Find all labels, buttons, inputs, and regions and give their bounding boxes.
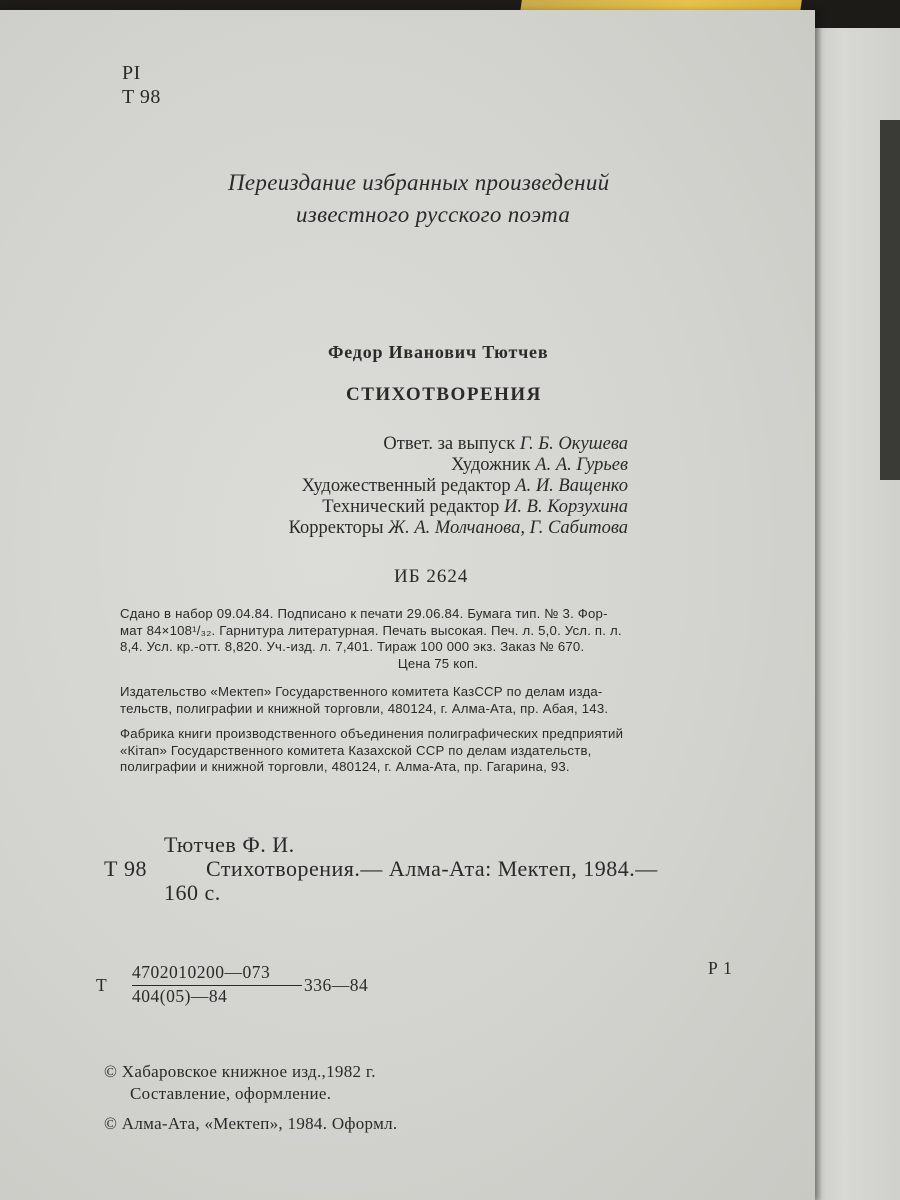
- credit-role: Корректоры: [288, 518, 384, 538]
- credits-block: [0, 434, 628, 539]
- copyright-line-2: Составление, оформление.: [130, 1084, 332, 1103]
- publisher-line: тельств, полиграфии и книжной торговли, 480124, г. Алма-Ата, пр. Абая, 143.: [120, 700, 609, 716]
- credit-person: И. В. Корзухина: [504, 497, 628, 517]
- publisher-block: [120, 684, 756, 717]
- bbk-code: PI: [122, 62, 141, 84]
- credit-line: [0, 497, 628, 518]
- printer-line: Фабрика книги производственного объединения полиграфических предприятий: [120, 726, 624, 741]
- facing-page-dark-strip: [880, 120, 900, 480]
- imprint-page: [0, 10, 815, 1200]
- copyright-line-1: © Хабаровское книжное изд.,1982 г.: [104, 1062, 376, 1081]
- print-details-block: [120, 606, 756, 672]
- print-details-line: 8,4. Усл. кр.-отт. 8,820. Уч.-изд. л. 7,401. Тираж 100 000 экз. Заказ № 670.: [120, 639, 585, 654]
- bibliographic-author: Тютчев Ф. И.: [164, 832, 295, 857]
- author-name: Федор Иванович Тютчев: [328, 342, 549, 362]
- book-title: СТИХОТВОРЕНИЯ: [346, 384, 542, 405]
- author-mark-code: T 98: [122, 86, 161, 108]
- credit-role: Художественный редактор: [301, 476, 511, 496]
- credit-role: Технический редактор: [322, 497, 500, 517]
- bibliographic-title: Стихотворения.— Алма-Ата: Мектеп, 1984.—: [206, 856, 658, 881]
- print-details-line: Сдано в набор 09.04.84. Подписано к печати 29.06.84. Бумага тип. № 3. Фор-: [120, 606, 608, 621]
- credit-line: [0, 434, 628, 455]
- classification-letter: Т: [96, 975, 108, 995]
- credit-person: А. А. Гурьев: [535, 455, 628, 475]
- printer-line: полиграфии и книжной торговли, 480124, г. Алма-Ата, пр. Гагарина, 93.: [120, 759, 570, 774]
- credit-role: Ответ. за выпуск: [383, 434, 516, 454]
- annotation-line-1: Переиздание избранных произведений: [228, 170, 610, 195]
- classification-number: 336—84: [304, 975, 369, 995]
- price: Цена 75 коп.: [397, 655, 479, 671]
- bibliographic-code: Т 98: [104, 856, 147, 881]
- credit-person: А. И. Ващенко: [515, 476, 628, 496]
- credit-person: Ж. А. Молчанова, Г. Сабитова: [388, 518, 628, 538]
- credit-person: Г. Б. Окушева: [519, 434, 628, 454]
- credit-line: [0, 476, 628, 497]
- bibliographic-pages: 160 с.: [164, 880, 221, 905]
- ib-number: ИБ 2624: [394, 566, 469, 587]
- copyright-line-3: © Алма-Ата, «Мектеп», 1984. Оформл.: [104, 1114, 398, 1133]
- credit-role: Художник: [451, 455, 531, 475]
- printer-block: [120, 726, 756, 776]
- printer-line: «Кітап» Государственного комитета Казахской ССР по делам издательств,: [120, 742, 592, 758]
- classification-denominator: 404(05)—84: [132, 986, 228, 1006]
- credit-line: [0, 518, 628, 539]
- classification-numerator: 4702010200—073: [132, 962, 271, 982]
- classification-right-code: Р 1: [708, 958, 733, 978]
- print-details-line: мат 84×108¹/₃₂. Гарнитура литературная. Печать высокая. Печ. л. 5,0. Усл. п. л.: [120, 622, 622, 638]
- credit-line: [0, 455, 628, 476]
- annotation-line-2: известного русского поэта: [296, 202, 571, 227]
- publisher-line: Издательство «Мектеп» Государственного комитета КазССР по делам изда-: [120, 684, 603, 699]
